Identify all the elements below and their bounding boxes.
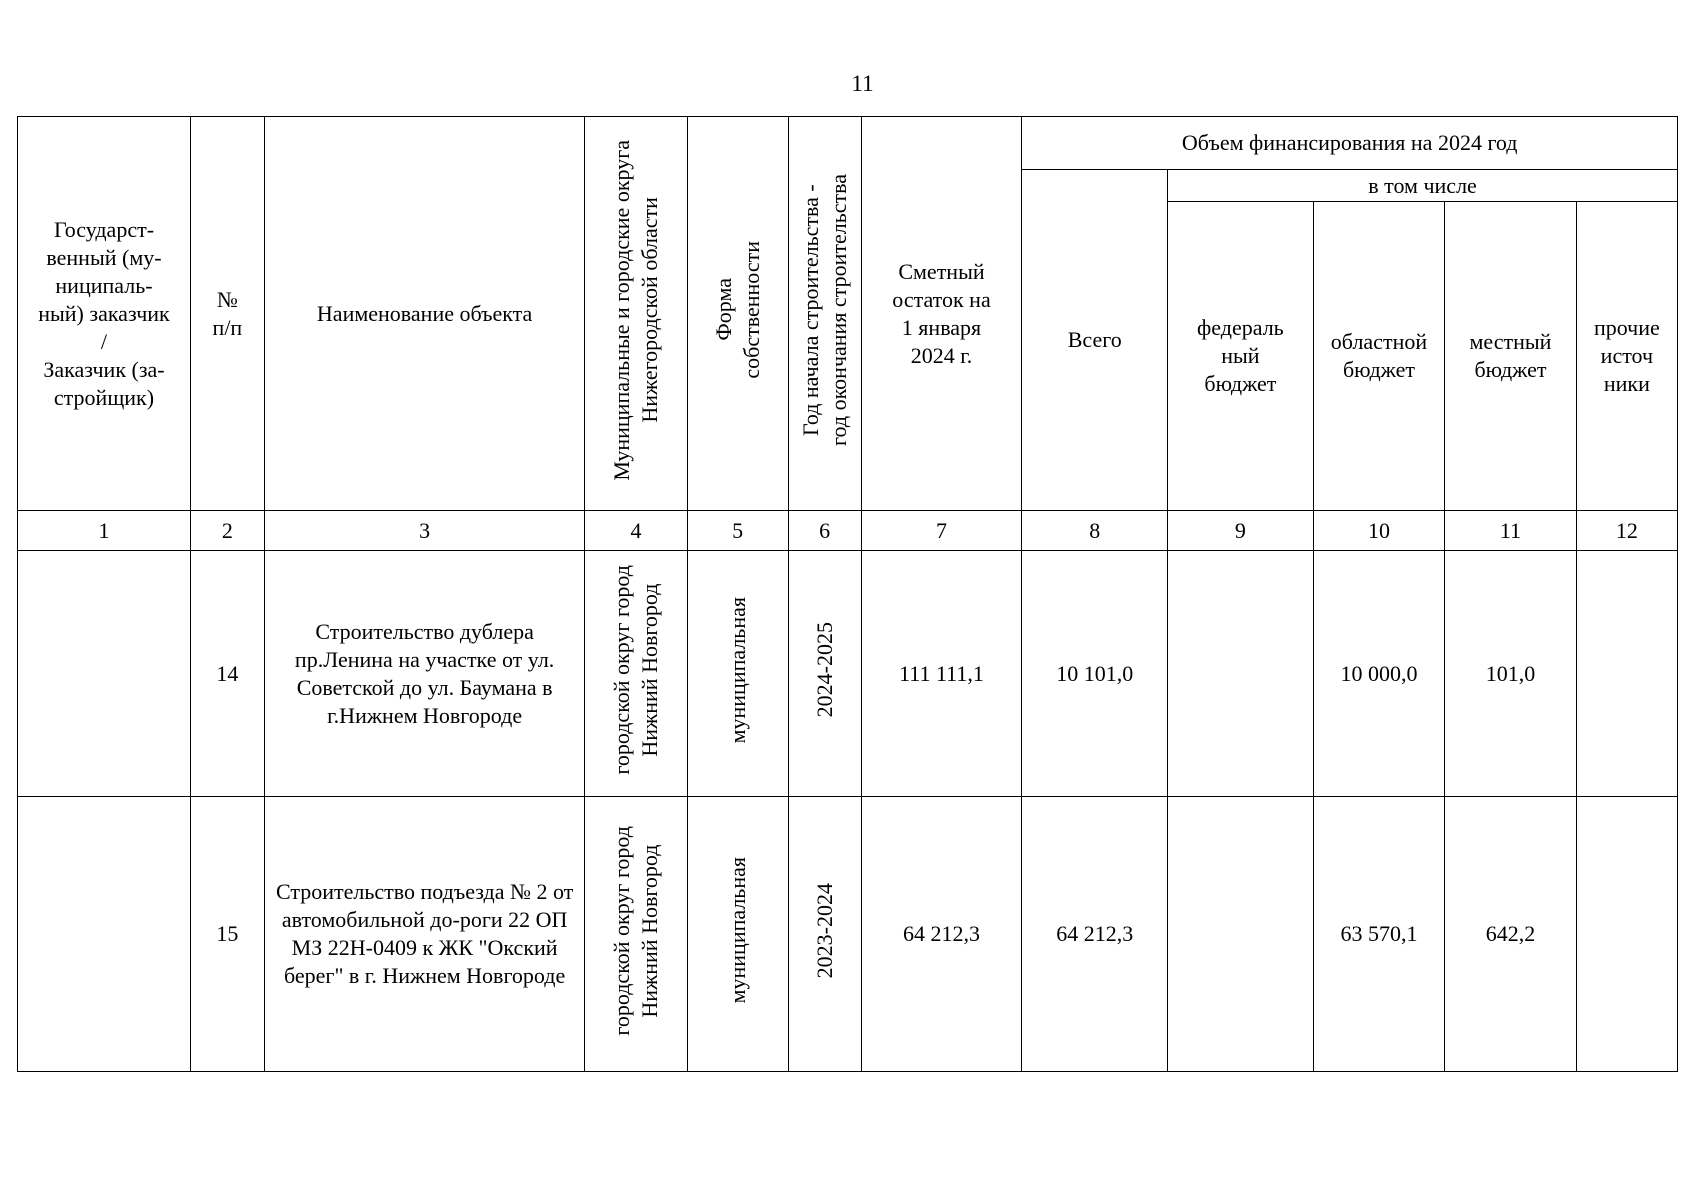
column-number: 12 xyxy=(1576,511,1677,551)
cell-regional: 63 570,1 xyxy=(1313,797,1445,1072)
header-ownership-text: Форма собственности xyxy=(710,241,764,379)
cell-total: 10 101,0 xyxy=(1022,551,1168,797)
column-number: 8 xyxy=(1022,511,1168,551)
header-funding-title: Объем финансирования на 2024 год xyxy=(1022,117,1678,170)
cell-object-name: Строительство дублера пр.Ленина на участке от ул. Советской до ул. Баумана в г.Нижнем Новгороде xyxy=(264,551,585,797)
column-number: 10 xyxy=(1313,511,1445,551)
cell-district-text: городской округ город Нижний Новгород xyxy=(609,565,663,775)
header-federal: федераль ный бюджет xyxy=(1168,202,1314,511)
cell-federal xyxy=(1168,551,1314,797)
header-ownership xyxy=(687,117,788,511)
column-number: 1 xyxy=(18,511,191,551)
header-regional: областной бюджет xyxy=(1313,202,1445,511)
cell-regional: 10 000,0 xyxy=(1313,551,1445,797)
header-customer: Государст- венный (му- ниципаль- ный) заказчик / Заказчик (за- стройщик) xyxy=(18,117,191,511)
column-number: 2 xyxy=(190,511,264,551)
cell-years xyxy=(788,551,861,797)
header-including: в том числе xyxy=(1168,170,1678,202)
header-local: местный бюджет xyxy=(1445,202,1577,511)
table-row xyxy=(18,551,1678,797)
cell-ownership xyxy=(687,797,788,1072)
cell-district xyxy=(585,797,687,1072)
header-estimate: Сметный остаток на 1 января 2024 г. xyxy=(861,117,1022,511)
cell-local: 642,2 xyxy=(1445,797,1577,1072)
cell-total: 64 212,3 xyxy=(1022,797,1168,1072)
column-number: 11 xyxy=(1445,511,1577,551)
cell-customer xyxy=(18,551,191,797)
header-district-text: Муниципальные и городские округа Нижегородской области xyxy=(609,139,663,481)
column-number: 7 xyxy=(861,511,1022,551)
table-row xyxy=(18,797,1678,1072)
cell-number: 15 xyxy=(190,797,264,1072)
column-numbers-row xyxy=(18,511,1678,551)
header-years xyxy=(788,117,861,511)
header-object-name: Наименование объекта xyxy=(264,117,585,511)
cell-customer xyxy=(18,797,191,1072)
cell-district-text: городской округ город Нижний Новгород xyxy=(609,825,663,1036)
cell-number: 14 xyxy=(190,551,264,797)
cell-object-name: Строительство подъезда № 2 от автомобильной до-роги 22 ОП МЗ 22Н-0409 к ЖК "Окский берег" в г. Нижнем Новгороде xyxy=(264,797,585,1072)
header-total: Всего xyxy=(1022,170,1168,511)
cell-other xyxy=(1576,797,1677,1072)
header-row-1 xyxy=(18,117,1678,170)
cell-ownership-text: муниципальная xyxy=(724,596,750,744)
column-number: 9 xyxy=(1168,511,1314,551)
cell-years-text: 2024-2025 xyxy=(811,622,837,718)
column-number: 5 xyxy=(687,511,788,551)
cell-ownership-text: муниципальная xyxy=(724,857,750,1004)
cell-local: 101,0 xyxy=(1445,551,1577,797)
cell-estimate: 64 212,3 xyxy=(861,797,1022,1072)
header-years-text: Год начала строительства - год окончания строительства xyxy=(797,174,851,446)
header-district xyxy=(585,117,687,511)
cell-ownership xyxy=(687,551,788,797)
cell-federal xyxy=(1168,797,1314,1072)
header-number: № п/п xyxy=(190,117,264,511)
column-number: 3 xyxy=(264,511,585,551)
column-number: 4 xyxy=(585,511,687,551)
page-number: 11 xyxy=(851,71,874,96)
cell-years-text: 2023-2024 xyxy=(811,882,837,979)
cell-estimate: 111 111,1 xyxy=(861,551,1022,797)
cell-years xyxy=(788,797,861,1072)
cell-other xyxy=(1576,551,1677,797)
cell-district xyxy=(585,551,687,797)
financing-table xyxy=(17,116,1678,1072)
header-other: прочие источ ники xyxy=(1576,202,1677,511)
column-number: 6 xyxy=(788,511,861,551)
